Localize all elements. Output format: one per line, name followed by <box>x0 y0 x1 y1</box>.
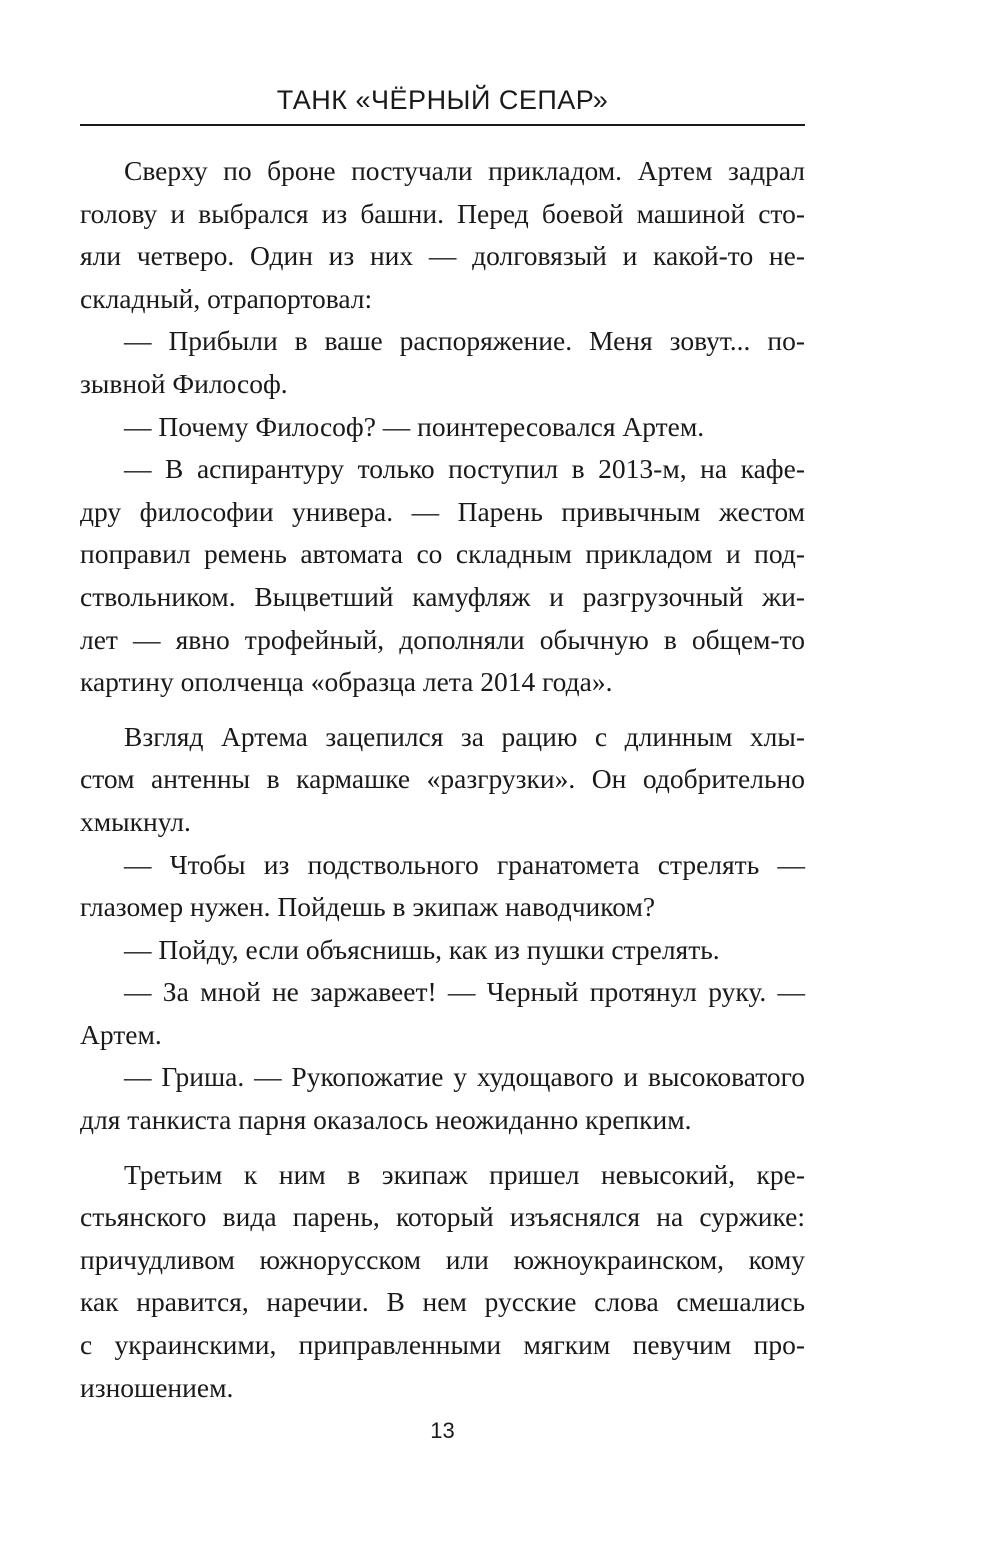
text-line: Артем. <box>80 1018 162 1050</box>
text-line: Третьим к ним в экипаж пришел невысокий, кре- <box>124 1158 805 1190</box>
text-line: — Почему Философ? — поинтересовался Артем. <box>124 410 705 442</box>
paragraph <box>80 150 805 320</box>
header-rule <box>80 124 805 126</box>
text-line: яли четверо. Один из них — долговязый и какой-то не- <box>80 240 805 272</box>
text-line: как нравится, наречии. В нем русские слова смешались <box>80 1286 805 1318</box>
text-line: стьянского вида парень, который изъяснялся на суржике: <box>80 1201 805 1233</box>
text-line: голову и выбрался из башни. Перед боевой машиной сто- <box>80 197 805 229</box>
paragraph <box>80 929 805 972</box>
text-line: — Пойду, если объяснишь, как из пушки стрелять. <box>124 933 720 965</box>
paragraph <box>80 448 805 704</box>
paragraph <box>80 320 805 405</box>
text-line: причудливом южнорусском или южноукраинском, кому <box>80 1243 805 1275</box>
text-line: зывной Философ. <box>80 367 288 399</box>
text-line: для танкиста парня оказалось неожиданно крепким. <box>80 1104 692 1136</box>
text-line: с украинскими, приправленными мягким певучим про- <box>80 1329 805 1361</box>
text-line: картину ополченца «образца лета 2014 года». <box>80 666 613 698</box>
page-number: 13 <box>430 1418 455 1443</box>
text-line: поправил ремень автомата со складным прикладом и под- <box>80 538 805 570</box>
text-line: изношением. <box>80 1371 234 1403</box>
paragraph <box>80 844 805 929</box>
text-line: глазомер нужен. Пойдешь в экипаж наводчиком? <box>80 891 656 923</box>
text-line: ствольником. Выцветший камуфляж и разгрузочный жи- <box>80 580 805 612</box>
text-line: — В аспирантуру только поступил в 2013-м, на кафе- <box>124 453 805 485</box>
paragraph <box>80 971 805 1056</box>
paragraph <box>80 1056 805 1141</box>
running-head-title: ТАНК «ЧЁРНЫЙ СЕПАР» <box>276 85 609 115</box>
paragraph <box>80 406 805 449</box>
paragraph <box>80 1154 805 1410</box>
paragraph <box>80 716 805 844</box>
text-line: хмыкнул. <box>80 805 191 837</box>
text-line: — Прибыли в ваше распоряжение. Меня зовут... по- <box>124 325 805 357</box>
text-line: лет — явно трофейный, дополняли обычную в общем-то <box>80 623 805 655</box>
text-line: стом антенны в кармашке «разгрузки». Он одобрительно <box>80 763 805 795</box>
text-line: — Чтобы из подствольного гранатомета стрелять — <box>124 848 805 880</box>
text-line: — За мной не заржавеет! — Черный протянул руку. — <box>124 976 805 1008</box>
text-line: Взгляд Артема зацепился за рацию с длинным хлы- <box>124 720 805 752</box>
text-line: складный, отрапортовал: <box>80 282 373 314</box>
text-line: — Гриша. — Рукопожатие у худощавого и высоковатого <box>124 1061 805 1093</box>
body-text <box>80 150 805 1409</box>
text-line: Сверху по броне постучали прикладом. Артем задрал <box>124 155 805 186</box>
text-line: дру философии универа. — Парень привычным жестом <box>80 495 805 527</box>
